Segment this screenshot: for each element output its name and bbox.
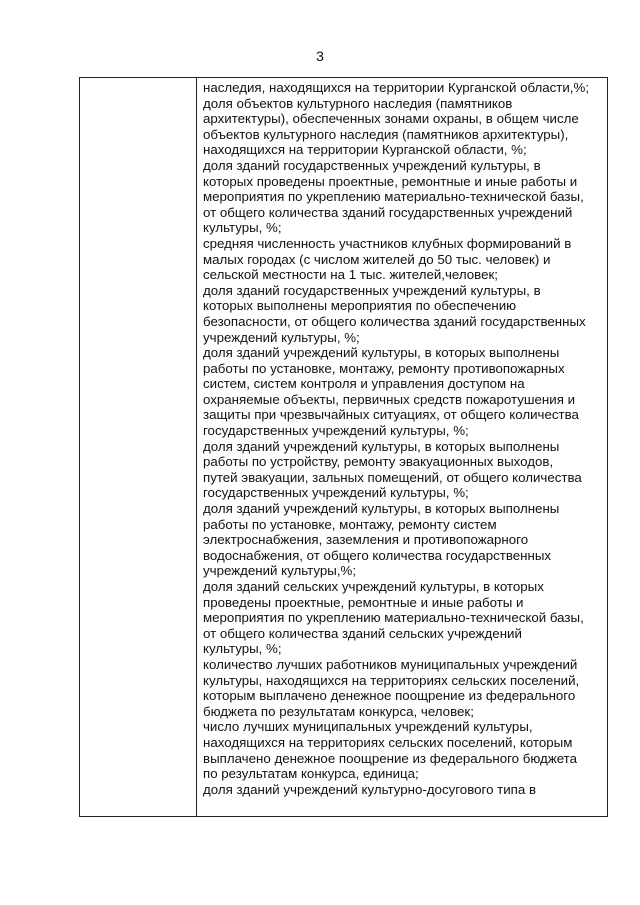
- table-cell-right: [197, 78, 607, 816]
- text-line: доля объектов культурного наследия (памятников: [203, 95, 513, 111]
- text-line: малых городах (с числом жителей до 50 тыс. человек) и: [203, 251, 551, 267]
- text-line: находящихся на территориях сельских поселений, которым: [203, 734, 573, 750]
- text-line: доля зданий сельских учреждений культуры, в которых: [203, 579, 544, 594]
- text-line: объектов культурного наследия (памятников архитектуры),: [203, 126, 569, 142]
- text-line: архитектуры), обеспеченных зонами охраны, в общем числе: [203, 111, 579, 127]
- text-line: которых выполнены мероприятия по обеспечению: [203, 298, 517, 314]
- text-line: доля зданий государственных учреждений культуры, в: [203, 157, 541, 173]
- text-line: по результатам конкурса, единица;: [203, 766, 419, 782]
- text-line: доля зданий учреждений культуры, в которых выполнены: [203, 438, 560, 454]
- text-line: работы по установке, монтажу, ремонту систем: [203, 516, 497, 532]
- text-line: которых проведены проектные, ремонтные и иные работы и: [203, 173, 578, 189]
- text-line: государственных учреждений культуры, %;: [203, 423, 469, 439]
- text-line: мероприятия по укреплению материально-технической базы,: [203, 610, 584, 626]
- text-line: доля зданий учреждений культуры, в которых выполнены: [203, 501, 560, 517]
- text-line: от общего количества зданий государственных учреждений: [203, 204, 573, 220]
- table-cell-left: [80, 78, 197, 816]
- text-line: которым выплачено денежное поощрение из федерального: [203, 688, 576, 704]
- text-line: культуры, %;: [203, 641, 282, 657]
- text-line: культуры, находящихся на территориях сельских поселений,: [203, 672, 580, 688]
- text-line: работы по установке, монтажу, ремонту противопожарных: [203, 360, 565, 376]
- text-line: работы по устройству, ремонту эвакуационных выходов,: [203, 454, 554, 470]
- text-line: защиты при чрезвычайных ситуациях, от общего количества: [203, 407, 579, 423]
- text-line: выплачено денежное поощрение из федерального бюджета: [203, 750, 578, 766]
- text-line: число лучших муниципальных учреждений культуры,: [203, 719, 533, 735]
- text-line: водоснабжения, от общего количества государственных: [203, 547, 552, 563]
- text-line: государственных учреждений культуры, %;: [203, 485, 469, 501]
- text-line: находящихся на территории Курганской области, %;: [203, 142, 527, 158]
- text-line: от общего количества зданий сельских учреждений: [203, 625, 522, 641]
- text-line: бюджета по результатам конкурса, человек;: [203, 703, 474, 719]
- text-line: учреждений культуры, %;: [203, 329, 360, 345]
- text-line: культуры, %;: [203, 220, 282, 236]
- text-line: безопасности, от общего количества зданий государственных: [203, 313, 586, 329]
- text-line: доля зданий учреждений культуры, в которых выполнены: [203, 345, 560, 361]
- text-line: путей эвакуации, зальных помещений, от общего количества: [203, 469, 582, 485]
- text-line: мероприятия по укреплению материально-технической базы,: [203, 189, 584, 205]
- text-line: проведены проектные, ремонтные и иные работы и: [203, 594, 524, 610]
- text-line: средняя численность участников клубных формирований в: [203, 235, 572, 251]
- page-number: 3: [316, 48, 324, 64]
- text-line: доля зданий учреждений культурно-досугового типа в: [203, 781, 537, 797]
- text-line: количество лучших работников муниципальных учреждений: [203, 656, 578, 672]
- text-line: электроснабжения, заземления и противопожарного: [203, 532, 529, 548]
- document-table: [79, 77, 608, 817]
- text-line: охраняемые объекты, первичных средств пожаротушения и: [203, 391, 576, 407]
- text-line: доля зданий государственных учреждений культуры, в: [203, 282, 541, 298]
- text-line: наследия, находящихся на территории Курганской области,%;: [203, 80, 590, 95]
- text-line: учреждений культуры,%;: [203, 563, 357, 579]
- text-line: сельской местности на 1 тыс. жителей,человек;: [203, 267, 498, 283]
- text-line: систем, систем контроля и управления доступом на: [203, 376, 525, 392]
